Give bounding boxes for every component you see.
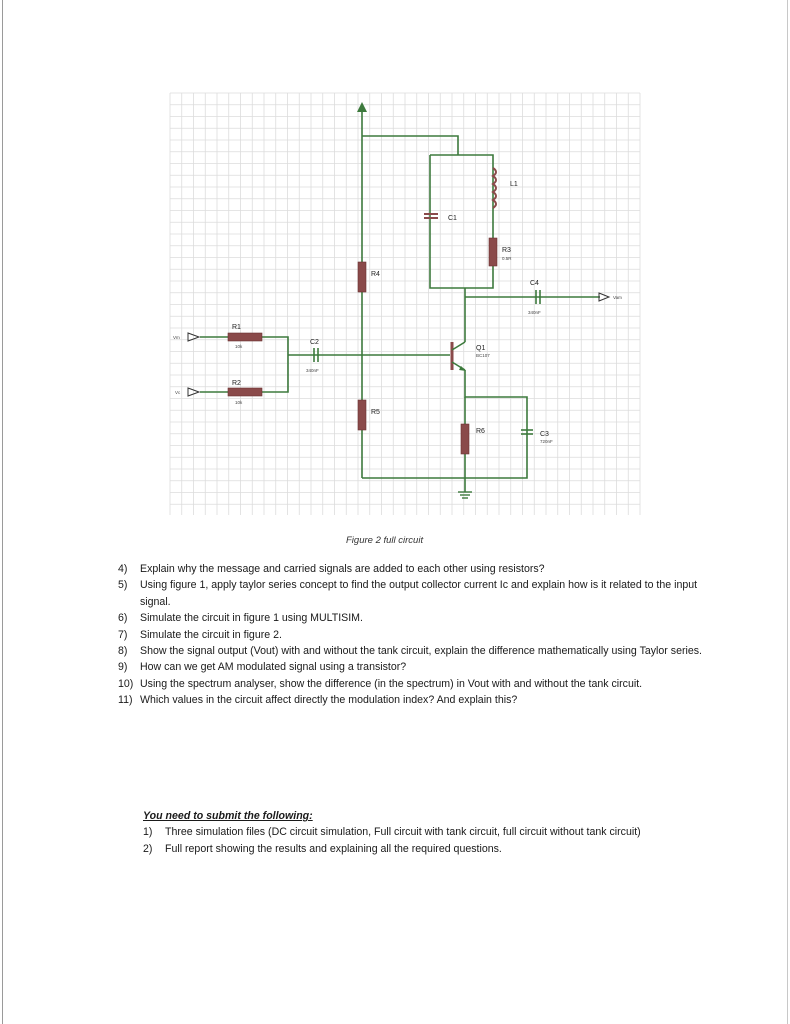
resistor-r3	[489, 238, 497, 266]
label-c2-value: 340nF	[306, 368, 319, 373]
capacitor-c1	[424, 214, 438, 218]
label-r6: R6	[476, 428, 485, 435]
submit-item	[143, 841, 723, 857]
question-list	[118, 561, 728, 709]
submit-item	[143, 824, 723, 840]
vcc-arrow-icon	[357, 102, 367, 112]
label-vm: Vm	[173, 335, 180, 340]
question-item	[118, 577, 728, 610]
label-c4-value: 340nF	[528, 310, 541, 315]
question-item	[118, 676, 728, 692]
resistor-r6	[461, 424, 469, 454]
resistor-r2	[228, 388, 262, 396]
question-number: 4)	[118, 563, 128, 575]
label-c1: C1	[448, 215, 457, 222]
submit-section	[143, 808, 723, 857]
label-q1-value: BC107	[476, 353, 490, 358]
submit-heading: You need to submit the following:	[143, 810, 313, 822]
resistor-r5	[358, 400, 366, 430]
label-r1-value: 10k	[235, 344, 243, 349]
label-l1: L1	[510, 181, 518, 188]
label-vc: Vc	[175, 390, 181, 395]
label-vam: Vam	[613, 295, 622, 300]
question-text: How can we get AM modulated signal using a transistor?	[140, 661, 407, 674]
question-number: 5)	[118, 579, 128, 592]
label-r1: R1	[232, 324, 241, 331]
question-text: Simulate the circuit in figure 1 using MULTISIM.	[140, 612, 363, 625]
label-r2-value: 10k	[235, 400, 243, 405]
schematic-grid	[170, 93, 640, 515]
label-q1: Q1	[476, 345, 486, 352]
question-text: Show the signal output (Vout) with and without the tank circuit, explain the difference mathematically using Taylor series.	[140, 645, 702, 658]
question-number: 8)	[118, 645, 128, 658]
submit-item-text: Full report showing the results and explaining all the required questions.	[165, 842, 502, 855]
question-item	[118, 692, 728, 708]
question-number: 11)	[118, 694, 133, 707]
label-r3-value: 0.5R	[502, 256, 512, 261]
question-number: 10)	[118, 677, 134, 690]
question-number: 7)	[118, 628, 128, 641]
question-item	[118, 627, 728, 643]
question-number: 9)	[118, 661, 128, 674]
question-number: 6)	[118, 612, 128, 625]
question-item	[118, 561, 728, 577]
question-text: Using the spectrum analyser, show the difference (in the spectrum) in Vout with and without the tank circuit.	[140, 677, 643, 690]
submit-item-number: 2)	[143, 842, 153, 855]
question-item	[118, 610, 728, 626]
label-c3-value: 720nF	[540, 439, 553, 444]
question-text: Explain why the message and carried signals are added to each other using resistors?	[140, 563, 545, 575]
submit-item-text: Three simulation files (DC circuit simulation, Full circuit with tank circuit, full circuit without tank circuit)	[165, 826, 641, 839]
label-c3: C3	[540, 431, 549, 438]
question-item	[118, 643, 728, 659]
label-r3: R3	[502, 247, 511, 254]
label-r4: R4	[371, 271, 380, 278]
label-r2: R2	[232, 380, 241, 387]
vam-output-arrow-icon	[599, 293, 609, 301]
question-text: Simulate the circuit in figure 2.	[140, 628, 282, 641]
submit-items	[143, 824, 723, 857]
resistor-r1	[228, 333, 262, 341]
figure-caption: Figure 2 full circuit	[346, 535, 424, 546]
label-c4: C4	[530, 280, 539, 287]
label-c2: C2	[310, 339, 319, 346]
submit-item-number: 1)	[143, 826, 153, 839]
question-text: Which values in the circuit affect directly the modulation index? And explain this?	[140, 694, 518, 707]
question-item	[118, 659, 728, 675]
resistor-r4	[358, 262, 366, 292]
transistor-q1	[452, 342, 465, 370]
question-text: Using figure 1, apply taylor series concept to find the output collector current Ic and explain how is it related to the input signal.	[140, 579, 698, 608]
label-r5: R5	[371, 409, 380, 416]
